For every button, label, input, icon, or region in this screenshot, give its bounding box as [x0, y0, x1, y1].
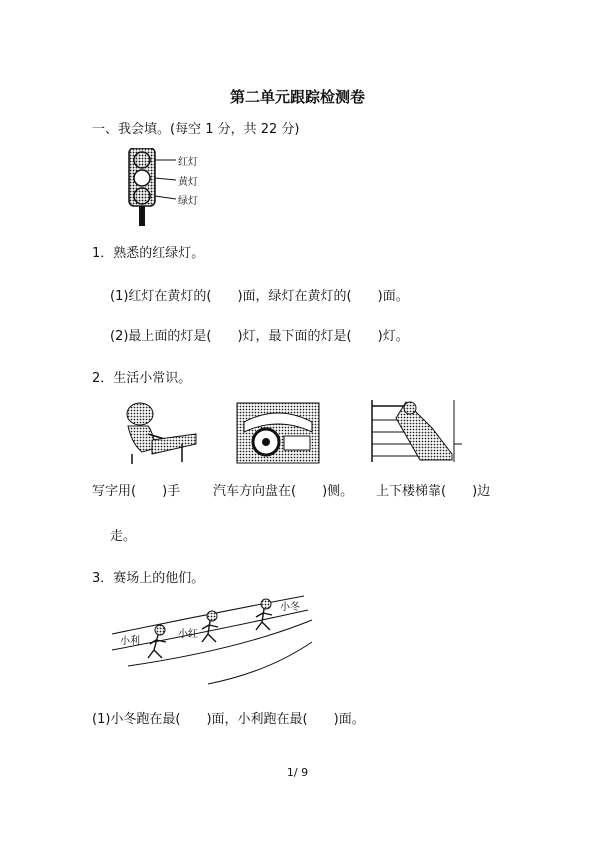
- question-1-heading: 1．熟悉的红绿灯。: [92, 246, 205, 261]
- question-3-heading: 3．赛场上的他们。: [92, 571, 205, 586]
- label-red-light: 红灯: [178, 157, 198, 168]
- question-2-item-3: 上下楼梯靠( )边: [376, 484, 491, 499]
- label-xiaodong: 小冬: [280, 602, 300, 613]
- section-heading: 一、我会填。(每空 1 分，共 22 分): [92, 122, 300, 137]
- question-2-item-1: 写字用( )手: [92, 484, 181, 499]
- question-1-line-2: (2)最上面的灯是( )灯，最下面的灯是( )灯。: [110, 329, 409, 344]
- question-3-line-1: (1)小冬跑在最( )面，小利跑在最( )面。: [92, 712, 365, 727]
- question-2-heading: 2．生活小常识。: [92, 371, 192, 386]
- yellow-lamp-icon: [134, 170, 150, 186]
- question-1-line-1: (1)红灯在黄灯的( )面，绿灯在黄灯的( )面。: [110, 289, 409, 304]
- label-green-light: 绿灯: [178, 196, 198, 207]
- label-xiaohong: 小红: [178, 629, 198, 640]
- green-lamp-icon: [134, 188, 150, 204]
- runner-xiaodong-icon: [256, 599, 272, 630]
- question-2-item-2: 汽车方向盘在( )侧。: [213, 484, 354, 499]
- label-xiaoli: 小利: [120, 636, 140, 647]
- stairs-illustration: [370, 398, 462, 464]
- page-number: 1/ 9: [286, 766, 309, 779]
- page-title: 第二单元跟踪检测卷: [229, 88, 365, 106]
- label-yellow-light: 黄灯: [178, 177, 198, 188]
- writing-child-illustration: [112, 400, 200, 466]
- question-2-item-3-continued: 走。: [110, 529, 137, 544]
- red-lamp-icon: [134, 152, 150, 168]
- steering-wheel-illustration: [236, 402, 320, 464]
